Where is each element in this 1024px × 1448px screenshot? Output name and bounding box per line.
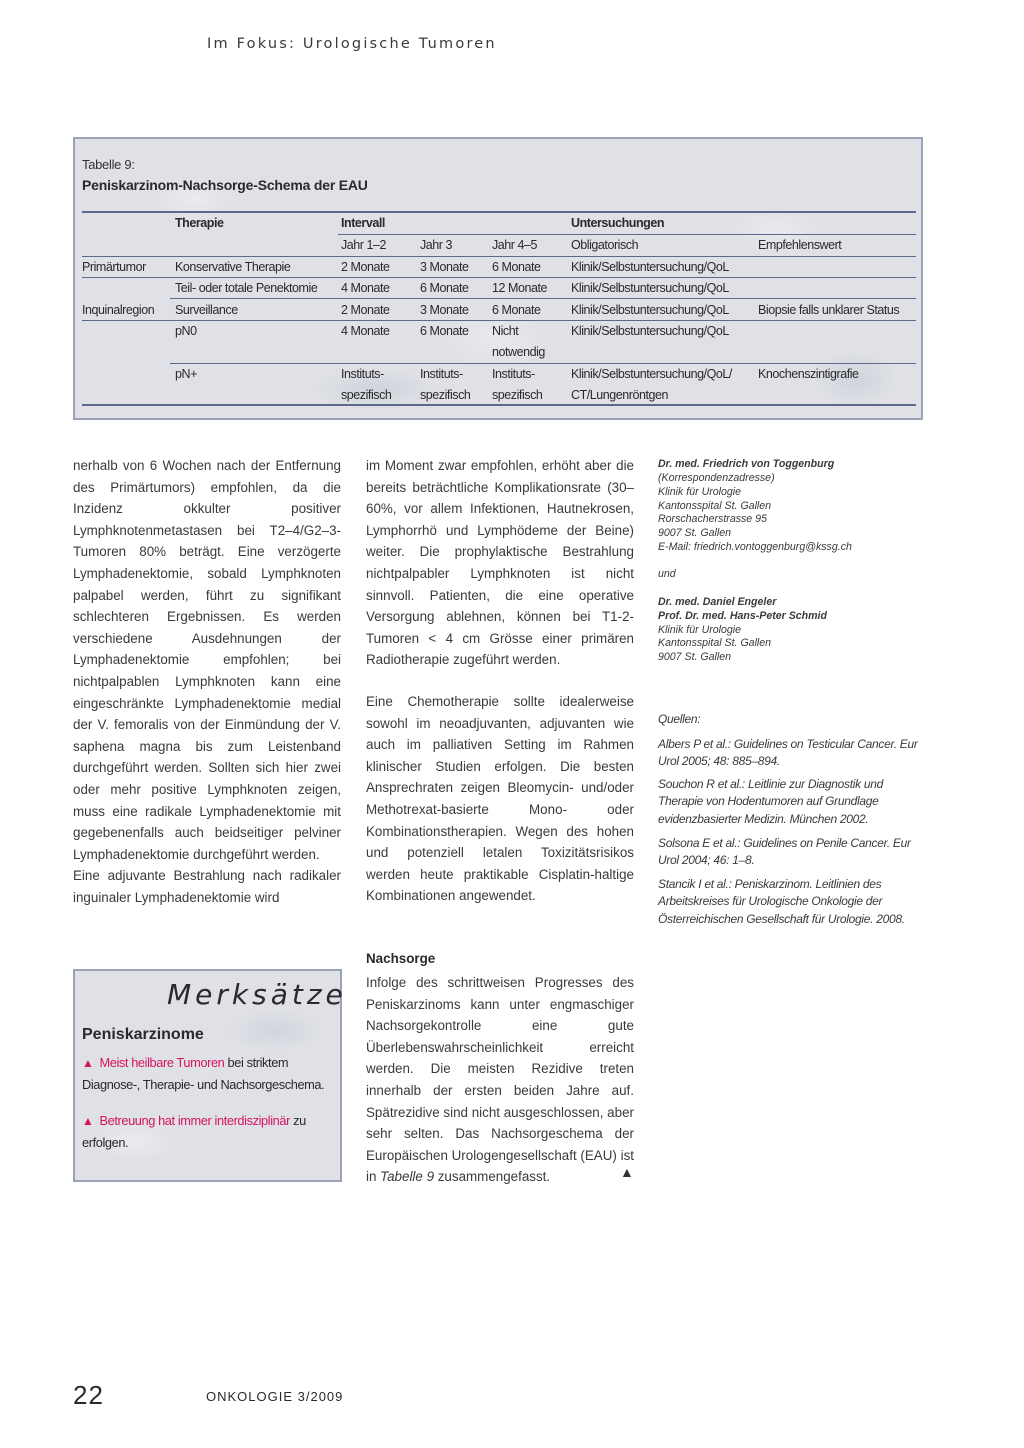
running-header: Im Fokus: Urologische Tumoren	[207, 36, 497, 52]
cell-j45: 6 Monate	[492, 260, 541, 274]
paragraph: nerhalb von 6 Wochen nach der Entfernung des Primärtumors) empfohlen, da die Inzidenz okkulter positiver Lymphknotenmetastasen bei T2–4/G2–3-Tumoren 80% beträgt. Eine verzögerte Lymphadenektomie, sobald Lymphknoten palpabel werden, führt zu signifikant schlechteren Ergebnissen. Es werden verschiedene Ausdehnungen der Lymphadenektomie empfohlen; bei nichtpalpablen Lymphknoten kann eine eingeschränkte Lymphadenektomie medial der V. femoralis von der Einmündung der V. saphena magna bis zum Leistenband durchgeführt werden. Sollten sich hier zwei oder mehr positive Lymphknoten zeigen, muss eine radikale Lymphadenektomie mit gegebenenfalls auch beidseitiger pelviner Lymphadenektomie durchgeführt werden.	[73, 458, 341, 862]
page-number: 22	[73, 1380, 104, 1410]
sources-label: Quellen:	[658, 712, 701, 726]
author-city: 9007 St. Gallen	[658, 651, 732, 663]
th-intervall: Intervall	[341, 216, 385, 230]
author-hospital: Kantonsspital St. Gallen	[658, 500, 772, 512]
paragraph: Eine adjuvante Bestrahlung nach radikaler inguinaler Lymphadenektomie wird	[73, 868, 341, 905]
cell-j3: Instituts-	[420, 367, 463, 381]
cell-j12: 2 Monate	[341, 260, 390, 274]
paragraph: Eine Chemotherapie sollte idealerweise sowohl im neoadjuvanten, adjuvanten wie auch im palliativen Setting im Rahmen klinischer Studien erfolgen. Die besten Ansprechraten zeigen Bleomycin- und/oder Methotrexat-basierte Mono- oder Kombinationstherapien. Wegen des hohen und potenziell letalen Toxizitätsrisikos werden heute praktikable Cisplatin-haltige Kombinationen angewendet.	[366, 694, 634, 904]
table-label: Tabelle 9:	[82, 157, 135, 172]
reference-item: Solsona E et al.: Guidelines on Penile Cancer. Eur Urol 2004; 46: 1–8.	[658, 836, 911, 868]
cell-oblig: Klinik/Selbstuntersuchung/QoL/	[571, 367, 732, 381]
triangle-icon: ▲	[82, 1114, 94, 1128]
merksatz-highlight: Meist heilbare Tumoren	[99, 1055, 225, 1070]
th-untersuchungen: Untersuchungen	[571, 216, 665, 230]
cell-j3: 3 Monate	[420, 303, 469, 317]
cell-oblig: Klinik/Selbstuntersuchung/QoL	[571, 303, 729, 317]
merksatz-text: bei striktem Diagnose-, Therapie- und Nachsorgeschema.	[82, 1055, 325, 1092]
paragraph	[366, 972, 634, 1188]
reference-item: Stancik I et al.: Peniskarzinom. Leitlinien des Arbeitskreises für Urologische Onkologie der Österreichischen Gesellschaft für Urologie. 2008.	[658, 877, 905, 926]
cell-j45: Instituts-	[492, 367, 535, 381]
cell-j45: 12 Monate	[492, 281, 548, 295]
cell-oblig: Klinik/Selbstuntersuchung/QoL	[571, 260, 729, 274]
cell-j3-line2: spezifisch	[420, 388, 471, 402]
cell-oblig: Klinik/Selbstuntersuchung/QoL	[571, 324, 729, 338]
section-heading: Nachsorge	[366, 951, 436, 966]
th-therapie: Therapie	[175, 216, 224, 230]
merksatz-text: zu erfolgen.	[82, 1113, 306, 1150]
cell-therapie: Konservative Therapie	[175, 260, 291, 274]
body-column-1	[73, 455, 341, 908]
author-street: Rorschacherstrasse 95	[658, 513, 767, 525]
th-obligatorisch: Obligatorisch	[571, 238, 639, 252]
cell-empf: Biopsie falls unklarer Status	[758, 303, 900, 317]
cell-j12: Instituts-	[341, 367, 384, 381]
author-name: Dr. med. Daniel Engeler	[658, 596, 777, 608]
th-jahr12: Jahr 1–2	[341, 238, 387, 252]
cell-j12: 4 Monate	[341, 281, 390, 295]
journal-name: ONKOLOGIE 3/2009	[206, 1389, 344, 1404]
cell-j3: 3 Monate	[420, 260, 469, 274]
th-jahr3: Jahr 3	[420, 238, 453, 252]
cell-j3: 6 Monate	[420, 281, 469, 295]
cell-j12: 2 Monate	[341, 303, 390, 317]
cell-j45-line2: notwendig	[492, 345, 545, 359]
author-email: E-Mail: friedrich.vontoggenburg@kssg.ch	[658, 541, 852, 553]
cell-region: Primärtumor	[82, 260, 146, 274]
th-jahr45: Jahr 4–5	[492, 238, 538, 252]
cell-empf: Knochenszintigrafie	[758, 367, 859, 381]
end-mark-icon: ▲	[620, 1164, 634, 1180]
merksatz-item	[82, 1110, 334, 1153]
cell-j45: Nicht	[492, 324, 519, 338]
author-city: 9007 St. Gallen	[658, 527, 732, 539]
merksatz-item	[82, 1052, 334, 1095]
cell-oblig: Klinik/Selbstuntersuchung/QoL	[571, 281, 729, 295]
cell-therapie: pN0	[175, 324, 197, 338]
cell-j45-line2: spezifisch	[492, 388, 543, 402]
cell-therapie: Teil- oder totale Penektomie	[175, 281, 318, 295]
cell-j12: 4 Monate	[341, 324, 390, 338]
paragraph-text: zusammengefasst.	[434, 1169, 551, 1185]
cell-therapie: Surveillance	[175, 303, 238, 317]
merksaetze-title: Merksätze	[167, 978, 347, 1011]
merksatz-highlight: Betreuung hat immer interdisziplinär	[99, 1113, 290, 1128]
author-institution: Klinik für Urologie	[658, 624, 742, 636]
paragraph: im Moment zwar empfohlen, erhöht aber die bereits beträchtliche Komplikationsrate (30–60%, vor allem Infektionen, Hautnekrosen, Lymphorrhö und Lymphödeme der Beine) weiter. Die prophylaktische Bestrahlung nichtpalpabler Lymphknoten ist nicht sinnvoll. Patienten, die eine operative Versorgung ablehnen, können bei T1-2-Tumoren < 4 cm Grösse einer primären Radiotherapie zugeführt werden.	[366, 458, 634, 668]
cell-therapie: pN+	[175, 367, 197, 381]
table-reference: Tabelle 9	[380, 1169, 435, 1185]
author-role: (Korrespondenzadresse)	[658, 472, 775, 484]
author-conjunction: und	[658, 568, 676, 580]
cell-j45: 6 Monate	[492, 303, 541, 317]
author-name: Prof. Dr. med. Hans-Peter Schmid	[658, 610, 827, 622]
reference-item: Souchon R et al.: Leitlinie zur Diagnostik und Therapie von Hodentumoren auf Grundlage evidenzbasierter Medizin. München 2002.	[658, 777, 884, 826]
th-empfehlenswert: Empfehlenswert	[758, 238, 842, 252]
triangle-icon: ▲	[82, 1056, 94, 1070]
cell-j12-line2: spezifisch	[341, 388, 392, 402]
table-title: Peniskarzinom-Nachsorge-Schema der EAU	[82, 177, 368, 193]
cell-oblig-line2: CT/Lungenröntgen	[571, 388, 669, 402]
reference-item: Albers P et al.: Guidelines on Testicular Cancer. Eur Urol 2005; 48: 885–894.	[658, 737, 918, 769]
merksaetze-subtitle: Peniskarzinome	[82, 1026, 204, 1043]
author-institution: Klinik für Urologie	[658, 486, 742, 498]
cell-region: Inquinalregion	[82, 303, 155, 317]
cell-j3: 6 Monate	[420, 324, 469, 338]
paragraph-text: Infolge des schrittweisen Progresses des Peniskarzinoms kann unter engmaschiger Nachsorgekontrolle eine gute Überlebenswahrscheinlichkeit erreicht werden. Die meisten Rezidive treten innerhalb der ersten beiden Jahre auf. Spätrezidive sind nicht ausgeschlossen, aber sehr selten. Das Nachsorgeschema der Europäischen Urologengesellschaft (EAU) ist in	[366, 975, 634, 1185]
author-hospital: Kantonsspital St. Gallen	[658, 637, 772, 649]
author-name: Dr. med. Friedrich von Toggenburg	[658, 458, 835, 470]
